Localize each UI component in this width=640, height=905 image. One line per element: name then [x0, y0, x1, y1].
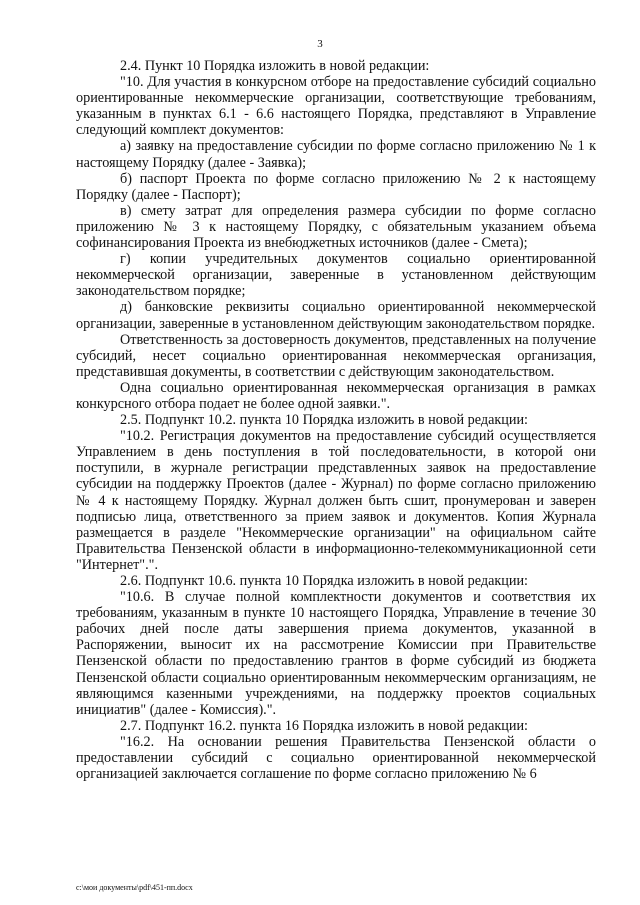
paragraph-2-5-heading: 2.5. Подпункт 10.2. пункта 10 Порядка изложить в новой редакции:: [120, 412, 528, 429]
document-body: [76, 58, 596, 782]
paragraph-2-4-heading: 2.4. Пункт 10 Порядка изложить в новой редакции:: [120, 58, 430, 74]
page-number: 3: [317, 38, 323, 50]
list-item-v: в) смету затрат для определения размера субсидии по форме согласно приложению № 3 к настоящему Порядку, с обязательным указанием объема софинансирования Проекта из внебюджетных источников (далее - Смета);: [76, 202, 596, 252]
list-item-b: б) паспорт Проекта по форме согласно приложению № 2 к настоящему Порядку (далее - Паспорт);: [76, 170, 596, 203]
paragraph-10-intro: "10. Для участия в конкурсном отборе на предоставление субсидий социально ориентированные некоммерческие организации, соответствующие требованиям, указанным в пунктах 6.1 - 6.6 настоящего Порядка, представляют в Управление следующий комплект документов:: [76, 74, 596, 139]
paragraph-one-application: Одна социально ориентированная некоммерческая организация в рамках конкурсного отбора подает не более одной заявки.".: [76, 379, 596, 412]
paragraph-responsibility: Ответственность за достоверность документов, представленных на получение субсидий, несет социально ориентированная некоммерческая организация, представившая документы, в соответствии с действующим законодательством.: [76, 331, 596, 380]
paragraph-2-7-heading: 2.7. Подпункт 16.2. пункта 16 Порядка изложить в новой редакции:: [120, 717, 528, 734]
list-item-d: д) банковские реквизиты социально ориентированной некоммерческой организации, заверенные в установленном действующим законодательством порядке.: [76, 299, 596, 332]
list-item-g: г) копии учредительных документов социально ориентированной некоммерческой организации, заверенные в установленном действующим законодательством порядке;: [76, 251, 596, 300]
paragraph-16-2: "16.2. На основании решения Правительства Пензенской области о предоставлении субсидий с социально ориентированной некоммерческой организацией заключается соглашение по форме согласно приложению № 6: [76, 733, 596, 783]
list-item-a: а) заявку на предоставление субсидии по форме согласно приложению № 1 к настоящему Порядку (далее - Заявка);: [76, 138, 596, 171]
footer-file-path: c:\мои документы\pdf\451-пп.docx: [76, 883, 193, 892]
paragraph-10-6: "10.6. В случае полной комплектности документов и соответствия их требованиям, указанным в пункте 10 настоящего Порядка, Управление в течение 30 рабочих дней после даты завершения приема документов, указанной в Распоряжении, выносит их на рассмотрение Комиссии при Правительстве Пензенской области по предоставлению грантов в форме субсидий из бюджета Пензенской области социально ориентированным некоммерческим организациям, не являющимся казенными учреждениями, на поддержку проектов социальных инициатив" (далее - Комиссия).".: [76, 589, 596, 718]
paragraph-2-6-heading: 2.6. Подпункт 10.6. пункта 10 Порядка изложить в новой редакции:: [120, 573, 528, 589]
paragraph-10-2: "10.2. Регистрация документов на предоставление субсидий осуществляется Управлением в день поступления в той последовательности, в которой они поступили, в журнале регистрации представленных заявок на предоставление субсидии на поддержку Проектов (далее - Журнал) по форме согласно приложению № 4 к настоящему Порядку. Журнал должен быть сшит, пронумерован и заверен подписью лица, ответственного за прием заявок и документов. Копия Журнала размещается в разделе "Некоммерческие организации" на официальном сайте Правительства Пензенской области в информационно-телекоммуникационной сети "Интернет".".: [76, 428, 596, 573]
